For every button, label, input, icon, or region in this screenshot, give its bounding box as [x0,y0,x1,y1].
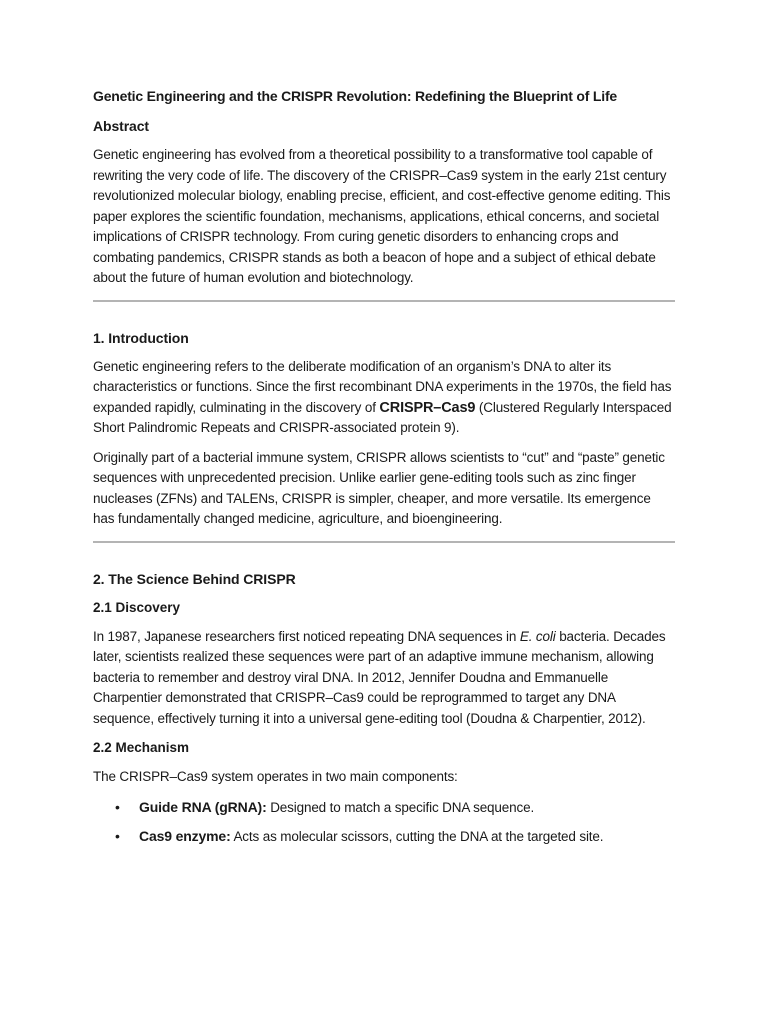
list-item [93,797,675,818]
science-heading: 2. The Science Behind CRISPR [93,570,296,587]
document-title: Genetic Engineering and the CRISPR Revolution: Redefining the Blueprint of Life [93,88,618,104]
e-coli-italic: E. coli [519,628,556,644]
discovery-text-part: In 1987, Japanese researchers first noticed repeating DNA sequences in [93,628,520,644]
mechanism-component-list [93,797,675,847]
abstract-paragraph: Genetic engineering has evolved from a theoretical possibility to a transformative tool capable of rewriting the very code of life. The discovery of the CRISPR–Cas9 system in the early 21st century revolutionized molecular biology, enabling precise, efficient, and cost-effective genome editing. This paper explores the scientific foundation, mechanisms, applications, ethical concerns, and societal implications of CRISPR technology. From curing genetic disorders to enhancing crops and combating pandemics, CRISPR stands as both a beacon of hope and a subject of ethical debate about the future of human evolution and biotechnology. [93,147,671,285]
document-body [93,86,675,855]
discovery-paragraph [93,627,675,730]
introduction-paragraph-2: Originally part of a bacterial immune system, CRISPR allows scientists to “cut” and “paste” genetic sequences with unprecedented precision. Unlike earlier gene-editing tools such as zinc finger nucleases (ZFNs) and TALENs, CRISPR is simpler, cheaper, and more versatile. Its emergence has fundamentally changed medicine, agriculture, and bioengineering. [93,449,665,526]
bullet-icon: • [115,827,120,844]
intro-text-part: (Clustered Regularly Interspaced Short Palindromic Repeats and CRISPR-associated protein 9). [93,399,672,435]
intro-text-part: Genetic engineering refers to the deliberate modification of an organism’s DNA to alter its characteristics or functions. Since the first recombinant DNA experiments in the 1970s, the field has expanded rapidly, culminating in the discovery of [93,358,672,415]
list-item-label: Guide RNA (gRNA): [139,798,267,815]
abstract-heading: Abstract [93,118,149,134]
introduction-paragraph-1 [93,357,675,439]
list-item-label: Cas9 enzyme: [139,827,231,844]
discovery-text-part: bacteria. Decades later, scientists realized these sequences were part of an adaptive immune mechanism, allowing bacteria to remember and destroy viral DNA. In 2012, Jennifer Doudna and Emmanuelle Charpentier demonstrated that CRISPR–Cas9 could be reprogrammed to target any DNA sequence, effectively turning it into a universal gene-editing tool (Doudna & Charpentier, 2012). [93,628,666,726]
list-item-text: Acts as molecular scissors, cutting the DNA at the targeted site. [230,828,604,844]
section-divider [93,541,675,543]
list-item [93,826,675,847]
discovery-heading: 2.1 Discovery [93,599,181,615]
introduction-heading: 1. Introduction [93,329,189,346]
list-item-text: Designed to match a specific DNA sequence. [266,799,535,815]
mechanism-intro: The CRISPR–Cas9 system operates in two main components: [93,769,458,784]
section-divider [93,300,675,302]
mechanism-heading: 2.2 Mechanism [93,740,190,755]
crispr-cas9-emphasis: CRISPR–Cas9 [379,399,476,416]
bullet-icon: • [115,798,120,815]
